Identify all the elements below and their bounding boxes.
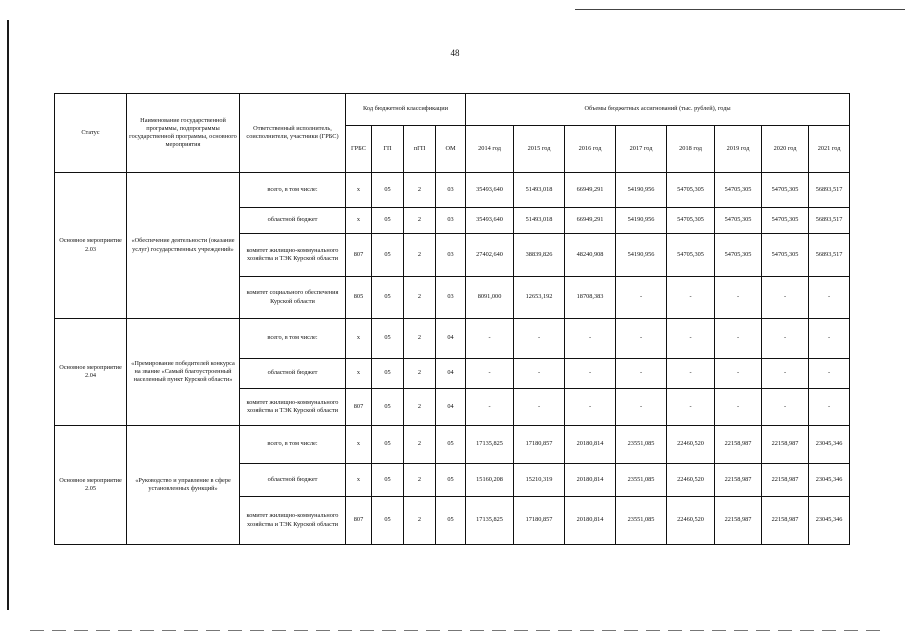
header-name: Наименование государственной программы, подпрограммы государственной программы, основного мероприятия [127,94,240,173]
row-value-cell: - [762,319,809,359]
row-value-cell: 35493,640 [466,173,514,208]
row-code-cell: 2 [404,234,436,277]
row-code-cell: 05 [372,359,404,389]
row-code-cell: 2 [404,464,436,497]
row-value-cell: 54705,305 [762,234,809,277]
row-value-cell: 54705,305 [762,173,809,208]
row-value-cell: - [667,389,715,426]
row-value-cell: 17180,857 [514,497,565,545]
row-executor: всего, в том числе: [240,426,346,464]
row-value-cell: 22460,520 [667,497,715,545]
row-executor: комитет жилищно-коммунального хозяйства и ТЭК Курской области [240,497,346,545]
row-value-cell: - [565,389,616,426]
header-code-3: ОМ [436,126,466,173]
row-code-cell: 04 [436,319,466,359]
header-code-1: ГП [372,126,404,173]
table-row [55,173,850,208]
row-code-cell: 2 [404,208,436,234]
row-value-cell: - [466,359,514,389]
row-value-cell: 51493,018 [514,208,565,234]
row-value-cell: - [514,319,565,359]
scan-edge-left [7,20,9,610]
row-executor: областной бюджет [240,359,346,389]
row-status: Основное мероприятие 2.04 [55,319,127,426]
row-executor: комитет жилищно-коммунального хозяйства и ТЭК Курской области [240,389,346,426]
row-event-name: «Обеспечение деятельности (оказание услуг) государственных учреждений» [127,173,240,319]
row-value-cell: 22158,987 [715,464,762,497]
row-value-cell: 66949,291 [565,208,616,234]
row-code-cell: 05 [372,426,404,464]
row-value-cell: - [466,389,514,426]
row-code-cell: х [346,208,372,234]
row-value-cell: - [809,359,850,389]
row-value-cell: - [616,359,667,389]
row-code-cell: 2 [404,359,436,389]
row-value-cell: 54190,956 [616,208,667,234]
row-value-cell: 23045,346 [809,497,850,545]
row-executor: областной бюджет [240,208,346,234]
row-code-cell: 807 [346,389,372,426]
row-code-cell: 807 [346,497,372,545]
row-code-cell: 2 [404,389,436,426]
row-code-cell: 05 [372,497,404,545]
row-code-cell: 03 [436,173,466,208]
row-value-cell: - [667,359,715,389]
row-value-cell: 17135,825 [466,497,514,545]
row-value-cell: 38839,826 [514,234,565,277]
row-value-cell: 54190,956 [616,234,667,277]
row-value-cell: - [565,319,616,359]
row-code-cell: 05 [372,234,404,277]
row-code-cell: 807 [346,234,372,277]
scan-edge-bottom [30,630,880,631]
row-value-cell: 23045,346 [809,426,850,464]
row-code-cell: 03 [436,208,466,234]
row-code-cell: 05 [372,173,404,208]
row-value-cell: 54705,305 [715,234,762,277]
row-executor: всего, в том числе: [240,319,346,359]
row-value-cell: - [715,359,762,389]
row-value-cell: - [514,389,565,426]
row-value-cell: 54705,305 [667,173,715,208]
row-value-cell: 20180,814 [565,464,616,497]
row-value-cell: 22460,520 [667,464,715,497]
header-status: Статус [55,94,127,173]
row-value-cell: - [762,389,809,426]
row-value-cell: 18708,383 [565,277,616,319]
row-value-cell: - [715,389,762,426]
row-code-cell: 805 [346,277,372,319]
row-value-cell: 23551,085 [616,426,667,464]
row-value-cell: - [715,277,762,319]
row-value-cell: - [667,277,715,319]
row-code-cell: 05 [372,319,404,359]
header-year-0: 2014 год [466,126,514,173]
row-value-cell: 54705,305 [667,234,715,277]
budget-table [54,93,850,545]
row-event-name: «Премирование победителей конкурса на звание «Самый благоустроенный населенный пункт Курской области» [127,319,240,426]
row-value-cell: - [514,359,565,389]
row-code-cell: 2 [404,426,436,464]
row-value-cell: 17135,825 [466,426,514,464]
row-value-cell: - [667,319,715,359]
row-executor: комитет социального обеспечения Курской области [240,277,346,319]
row-code-cell: 05 [372,389,404,426]
row-code-cell: 05 [372,277,404,319]
row-code-cell: 05 [372,464,404,497]
row-value-cell: 54705,305 [667,208,715,234]
header-year-5: 2019 год [715,126,762,173]
row-code-cell: 2 [404,497,436,545]
header-executor: Ответственный исполнитель, соисполнители, участники (ГРБС) [240,94,346,173]
row-executor: комитет жилищно-коммунального хозяйства и ТЭК Курской области [240,234,346,277]
header-year-4: 2018 год [667,126,715,173]
row-value-cell: - [616,389,667,426]
row-event-name: «Руководство и управление в сфере установленных функций» [127,426,240,545]
row-code-cell: х [346,359,372,389]
row-value-cell: 54190,956 [616,173,667,208]
row-executor: всего, в том числе: [240,173,346,208]
row-value-cell: 20180,814 [565,426,616,464]
row-value-cell: 54705,305 [715,208,762,234]
row-code-cell: 03 [436,234,466,277]
row-value-cell: 20180,814 [565,497,616,545]
row-code-cell: х [346,319,372,359]
row-value-cell: 23551,085 [616,464,667,497]
row-value-cell: - [809,319,850,359]
row-code-cell: 2 [404,319,436,359]
row-value-cell: - [616,319,667,359]
row-value-cell: - [565,359,616,389]
row-code-cell: 05 [436,464,466,497]
row-value-cell: - [809,277,850,319]
row-value-cell: 48240,908 [565,234,616,277]
row-value-cell: 22158,987 [762,464,809,497]
scan-edge-top [575,9,905,10]
row-value-cell: 51493,018 [514,173,565,208]
header-code-2: пГП [404,126,436,173]
row-code-cell: 04 [436,389,466,426]
row-value-cell: 54705,305 [762,208,809,234]
row-value-cell: 54705,305 [715,173,762,208]
row-value-cell: 23551,085 [616,497,667,545]
row-value-cell: - [466,319,514,359]
row-status: Основное мероприятие 2.03 [55,173,127,319]
row-code-cell: 2 [404,277,436,319]
row-executor: областной бюджет [240,464,346,497]
table-row [55,426,850,464]
row-status: Основное мероприятие 2.05 [55,426,127,545]
row-value-cell: 22158,987 [762,497,809,545]
row-value-cell: 22158,987 [762,426,809,464]
row-value-cell: 8091,000 [466,277,514,319]
header-year-1: 2015 год [514,126,565,173]
row-code-cell: 05 [436,426,466,464]
row-value-cell: 15210,319 [514,464,565,497]
table-row [55,319,850,359]
row-value-cell: 22460,520 [667,426,715,464]
header-budget-classification: Код бюджетной классификации [346,94,466,126]
row-code-cell: 04 [436,359,466,389]
row-value-cell: 22158,987 [715,426,762,464]
row-value-cell: - [762,359,809,389]
row-code-cell: 05 [436,497,466,545]
row-code-cell: х [346,464,372,497]
row-code-cell: 03 [436,277,466,319]
row-code-cell: х [346,426,372,464]
row-value-cell: - [809,389,850,426]
header-code-0: ГРБС [346,126,372,173]
row-value-cell: - [762,277,809,319]
row-value-cell: 66949,291 [565,173,616,208]
page-number: 48 [450,48,460,58]
header-budget-volumes: Объемы бюджетных ассигнований (тыс. рублей), годы [466,94,850,126]
row-value-cell: 12653,192 [514,277,565,319]
header-year-2: 2016 год [565,126,616,173]
row-value-cell: 15160,208 [466,464,514,497]
row-value-cell: 56893,517 [809,208,850,234]
row-code-cell: 2 [404,173,436,208]
row-value-cell: 35493,640 [466,208,514,234]
row-value-cell: 56893,517 [809,173,850,208]
row-value-cell: 56893,517 [809,234,850,277]
header-year-6: 2020 год [762,126,809,173]
row-value-cell: 17180,857 [514,426,565,464]
row-code-cell: х [346,173,372,208]
row-value-cell: 22158,987 [715,497,762,545]
header-year-3: 2017 год [616,126,667,173]
header-year-7: 2021 год [809,126,850,173]
row-value-cell: - [616,277,667,319]
row-value-cell: 23045,346 [809,464,850,497]
row-value-cell: - [715,319,762,359]
row-value-cell: 27402,640 [466,234,514,277]
row-code-cell: 05 [372,208,404,234]
